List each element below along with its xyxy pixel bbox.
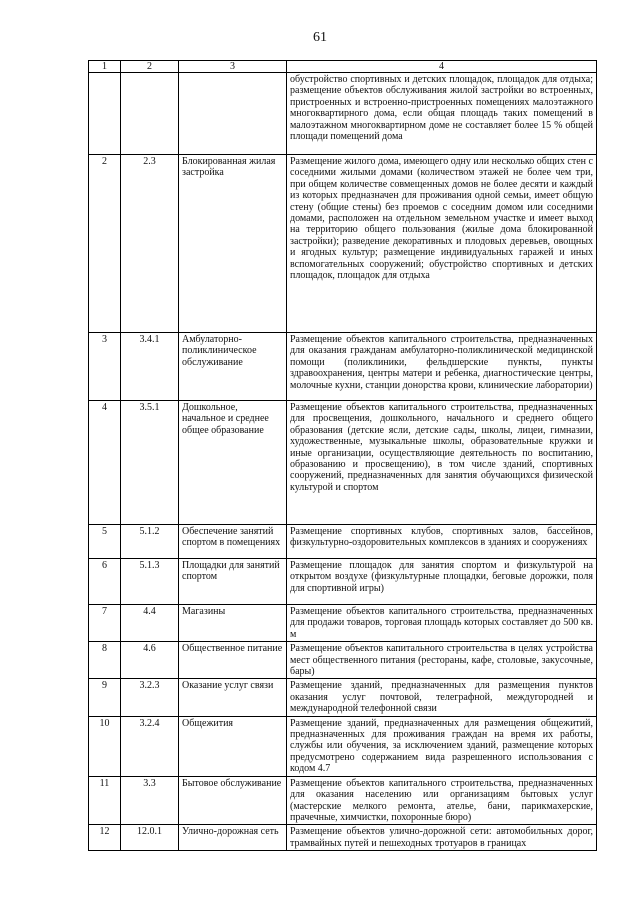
land-use-table <box>88 60 597 851</box>
row-description: Размещение зданий, предназначенных для размещения пунктов оказания услуг почтовой, телеграфной, междугородней и международной телефонной связи <box>287 679 597 716</box>
row-number: 11 <box>89 776 121 825</box>
table-row <box>89 333 597 401</box>
row-code: 3.2.4 <box>121 716 179 776</box>
row-code: 4.6 <box>121 642 179 679</box>
table-row <box>89 605 597 642</box>
row-description: Размещение объектов капитального строительства, предназначенных для оказания гражданам амбулаторно-поликлинической медицинской помощи (поликлиники, фельдшерские пункты, пункты здравоохранения, центры матери и ребенка, диагностические центры, молочные кухни, станции донорства крови, клинические лаборатории) <box>287 333 597 401</box>
table-row <box>89 559 597 605</box>
row-description: Размещение спортивных клубов, спортивных залов, бассейнов, физкультурно-оздоровительных комплексов в зданиях и сооружениях <box>287 525 597 559</box>
header-col-4: 4 <box>287 61 597 73</box>
row-code: 5.1.2 <box>121 525 179 559</box>
row-name: Улично-дорожная сеть <box>179 825 287 851</box>
row-description: Размещение объектов улично-дорожной сети: автомобильных дорог, трамвайных путей и пешеходных тротуаров в границах <box>287 825 597 851</box>
table-row <box>89 679 597 716</box>
row-description: Размещение объектов капитального строительства, предназначенных для продажи товаров, торговая площадь которых составляет до 500 кв. м <box>287 605 597 642</box>
row-code: 5.1.3 <box>121 559 179 605</box>
header-col-3: 3 <box>179 61 287 73</box>
row-code: 3.4.1 <box>121 333 179 401</box>
row-description: Размещение объектов капитального строительства, предназначенных для просвещения, дошкольного, начального и среднего общего образования (детские ясли, детские сады, школы, лицеи, гимназии, художественные, музыкальные школы, образовательные кружки и иные организации, осуществляющие деятельность по воспитанию, образованию и просвещению), в том числе зданий, спортивных сооружений, предназначенных для занятия обучающихся физической культурой и спортом <box>287 401 597 525</box>
row-code: 3.2.3 <box>121 679 179 716</box>
header-col-2: 2 <box>121 61 179 73</box>
row-number: 2 <box>89 155 121 333</box>
row-name <box>179 73 287 155</box>
row-name: Магазины <box>179 605 287 642</box>
table-row <box>89 776 597 825</box>
table-row <box>89 155 597 333</box>
row-code: 3.3 <box>121 776 179 825</box>
row-description: Размещение зданий, предназначенных для размещения общежитий, предназначенных для проживания граждан на время их работы, службы или обучения, за исключением зданий, размещение которых предусмотрено содержанием вида разрешенного использования с кодом 4.7 <box>287 716 597 776</box>
row-code <box>121 73 179 155</box>
row-name: Амбулаторно-поликлиническое обслуживание <box>179 333 287 401</box>
row-description: Размещение объектов капитального строительства в целях устройства мест общественного питания (рестораны, кафе, столовые, закусочные, бары) <box>287 642 597 679</box>
table-row <box>89 401 597 525</box>
row-code: 12.0.1 <box>121 825 179 851</box>
row-name: Дошкольное, начальное и среднее общее образование <box>179 401 287 525</box>
row-code: 3.5.1 <box>121 401 179 525</box>
row-number: 6 <box>89 559 121 605</box>
row-description: Размещение площадок для занятия спортом и физкультурой на открытом воздухе (физкультурные площадки, беговые дорожки, поля для спортивной игры) <box>287 559 597 605</box>
row-number: 4 <box>89 401 121 525</box>
row-number: 5 <box>89 525 121 559</box>
row-code: 2.3 <box>121 155 179 333</box>
row-name: Общественное питание <box>179 642 287 679</box>
row-name: Площадки для занятий спортом <box>179 559 287 605</box>
row-name: Обеспечение занятий спортом в помещениях <box>179 525 287 559</box>
row-name: Оказание услуг связи <box>179 679 287 716</box>
row-code: 4.4 <box>121 605 179 642</box>
table-row <box>89 642 597 679</box>
header-col-1: 1 <box>89 61 121 73</box>
row-number: 3 <box>89 333 121 401</box>
row-description: Размещение объектов капитального строительства, предназначенных для оказания населению или организациям бытовых услуг (мастерские мелкого ремонта, ателье, бани, парикмахерские, прачечные, химчистки, похоронные бюро) <box>287 776 597 825</box>
table-header-row <box>89 61 597 73</box>
row-name: Бытовое обслуживание <box>179 776 287 825</box>
row-description: Размещение жилого дома, имеющего одну или несколько общих стен с соседними жилыми домами (количеством этажей не более чем три, при общем количестве совмещенных домов не более десяти и каждый из которых предназначен для проживания одной семьи, имеет общую стену (общие стены) без проемов с соседним домом или соседними домами, расположен на отдельном земельном участке и имеет выход на территорию общего пользования (жилые дома блокированной застройки); разведение декоративных и плодовых деревьев, овощных и ягодных культур; размещение индивидуальных гаражей и иных вспомогательных сооружений; обустройство спортивных и детских площадок, площадок для отдыха <box>287 155 597 333</box>
row-number <box>89 73 121 155</box>
row-number: 9 <box>89 679 121 716</box>
row-number: 12 <box>89 825 121 851</box>
row-number: 10 <box>89 716 121 776</box>
row-number: 7 <box>89 605 121 642</box>
page-number: 61 <box>313 30 327 45</box>
table-body <box>89 73 597 851</box>
row-name: Общежития <box>179 716 287 776</box>
table-row <box>89 73 597 155</box>
row-name: Блокированная жилая застройка <box>179 155 287 333</box>
table-row <box>89 716 597 776</box>
table-row <box>89 825 597 851</box>
row-description: обустройство спортивных и детских площадок, площадок для отдыха; размещение объектов обслуживания жилой застройки во встроенных, пристроенных и встроенно-пристроенных помещениях малоэтажного многоквартирного дома, если общая площадь таких помещений в малоэтажном многоквартирном доме не составляет более 15 % общей площади помещений дома <box>287 73 597 155</box>
table-row <box>89 525 597 559</box>
row-number: 8 <box>89 642 121 679</box>
